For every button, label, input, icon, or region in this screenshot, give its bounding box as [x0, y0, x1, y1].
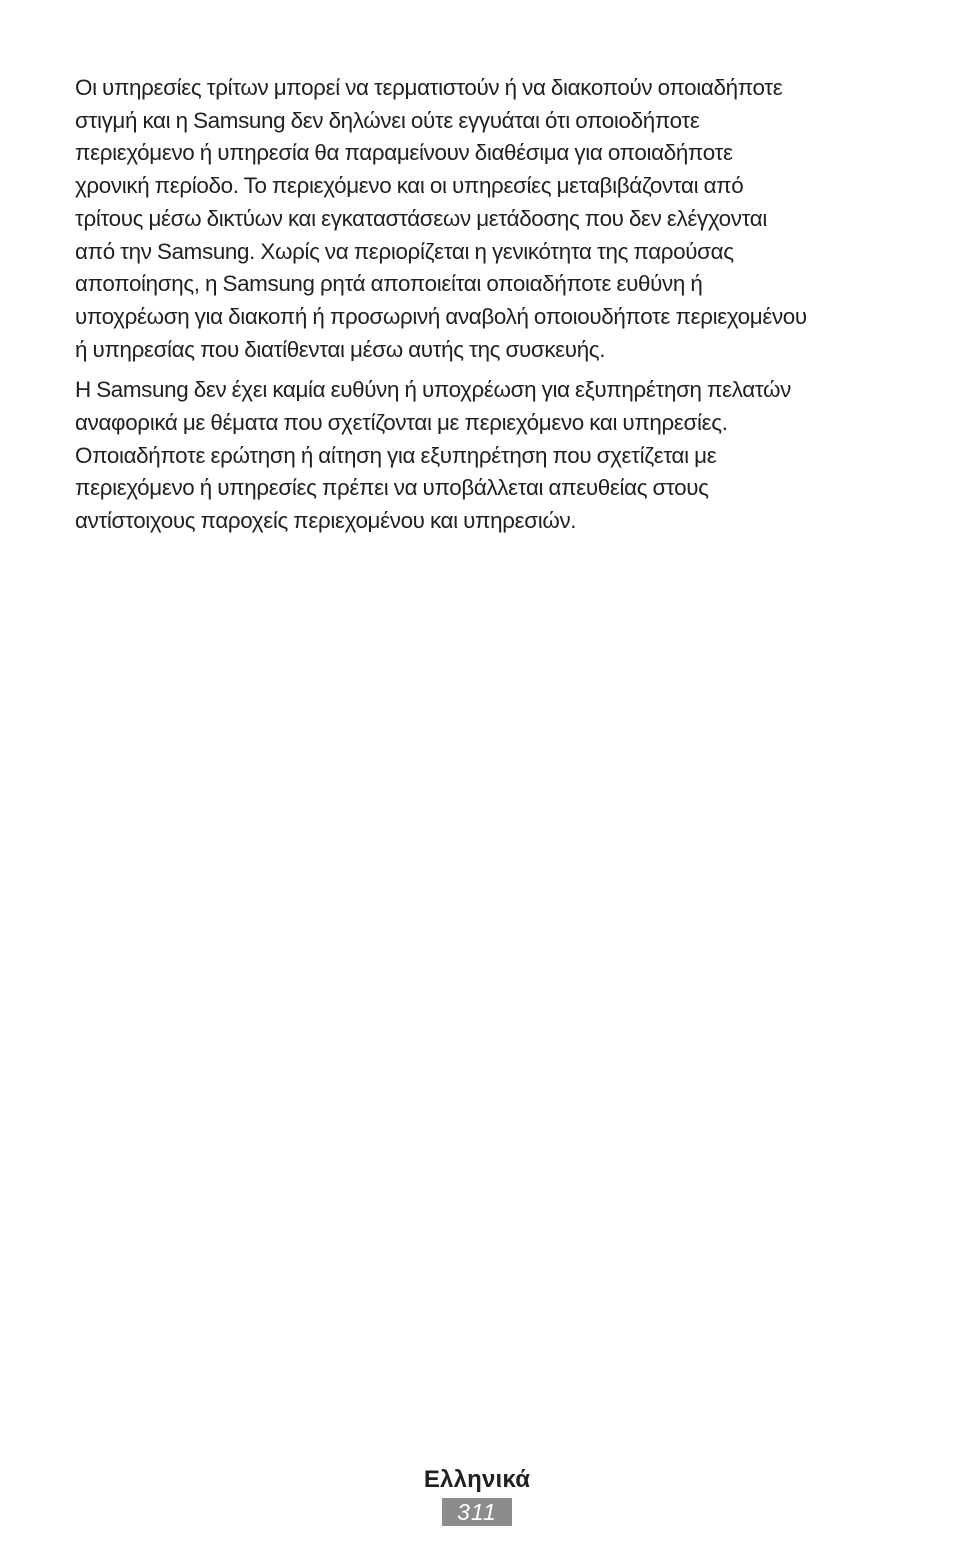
document-body	[75, 72, 885, 546]
footer-language-label: Ελληνικά	[423, 1466, 531, 1493]
paragraph-2	[75, 374, 885, 538]
page-footer	[0, 1464, 954, 1526]
paragraph-line: αποποίησης, η Samsung ρητά αποποιείται οποιαδήποτε ευθύνη ή	[75, 271, 703, 297]
paragraph-line: χρονική περίοδο. Το περιεχόμενο και οι υπηρεσίες μεταβιβάζονται από	[75, 173, 744, 199]
paragraph-line: Η Samsung δεν έχει καμία ευθύνη ή υποχρέωση για εξυπηρέτηση πελατών	[75, 377, 792, 403]
paragraph-line: Οι υπηρεσίες τρίτων μπορεί να τερματιστούν ή να διακοπούν οποιαδήποτε	[75, 75, 783, 100]
paragraph-1	[75, 72, 885, 366]
paragraph-line: από την Samsung. Χωρίς να περιορίζεται η γενικότητα της παρούσας	[75, 238, 734, 264]
page-number: 311	[442, 1498, 512, 1526]
paragraph-line: αντίστοιχους παροχείς περιεχομένου και υπηρεσιών.	[75, 508, 577, 534]
paragraph-line: περιεχόμενο ή υπηρεσία θα παραμείνουν διαθέσιμα για οποιαδήποτε	[75, 140, 733, 166]
paragraph-line: περιεχόμενο ή υπηρεσίες πρέπει να υποβάλλεται απευθείας στους	[75, 475, 709, 501]
paragraph-line: Οποιαδήποτε ερώτηση ή αίτηση για εξυπηρέτηση που σχετίζεται με	[75, 442, 717, 468]
paragraph-line: υποχρέωση για διακοπή ή προσωρινή αναβολή οποιουδήποτε περιεχομένου	[75, 303, 807, 329]
paragraph-line: στιγμή και η Samsung δεν δηλώνει ούτε εγγυάται ότι οποιοδήποτε	[75, 107, 700, 133]
paragraph-line: τρίτους μέσω δικτύων και εγκαταστάσεων μετάδοσης που δεν ελέγχονται	[75, 205, 768, 231]
page-number-container	[0, 1498, 954, 1526]
paragraph-line: αναφορικά με θέματα που σχετίζονται με περιεχόμενο και υπηρεσίες.	[75, 410, 728, 436]
paragraph-line: ή υπηρεσίας που διατίθενται μέσω αυτής της συσκευής.	[75, 336, 606, 362]
